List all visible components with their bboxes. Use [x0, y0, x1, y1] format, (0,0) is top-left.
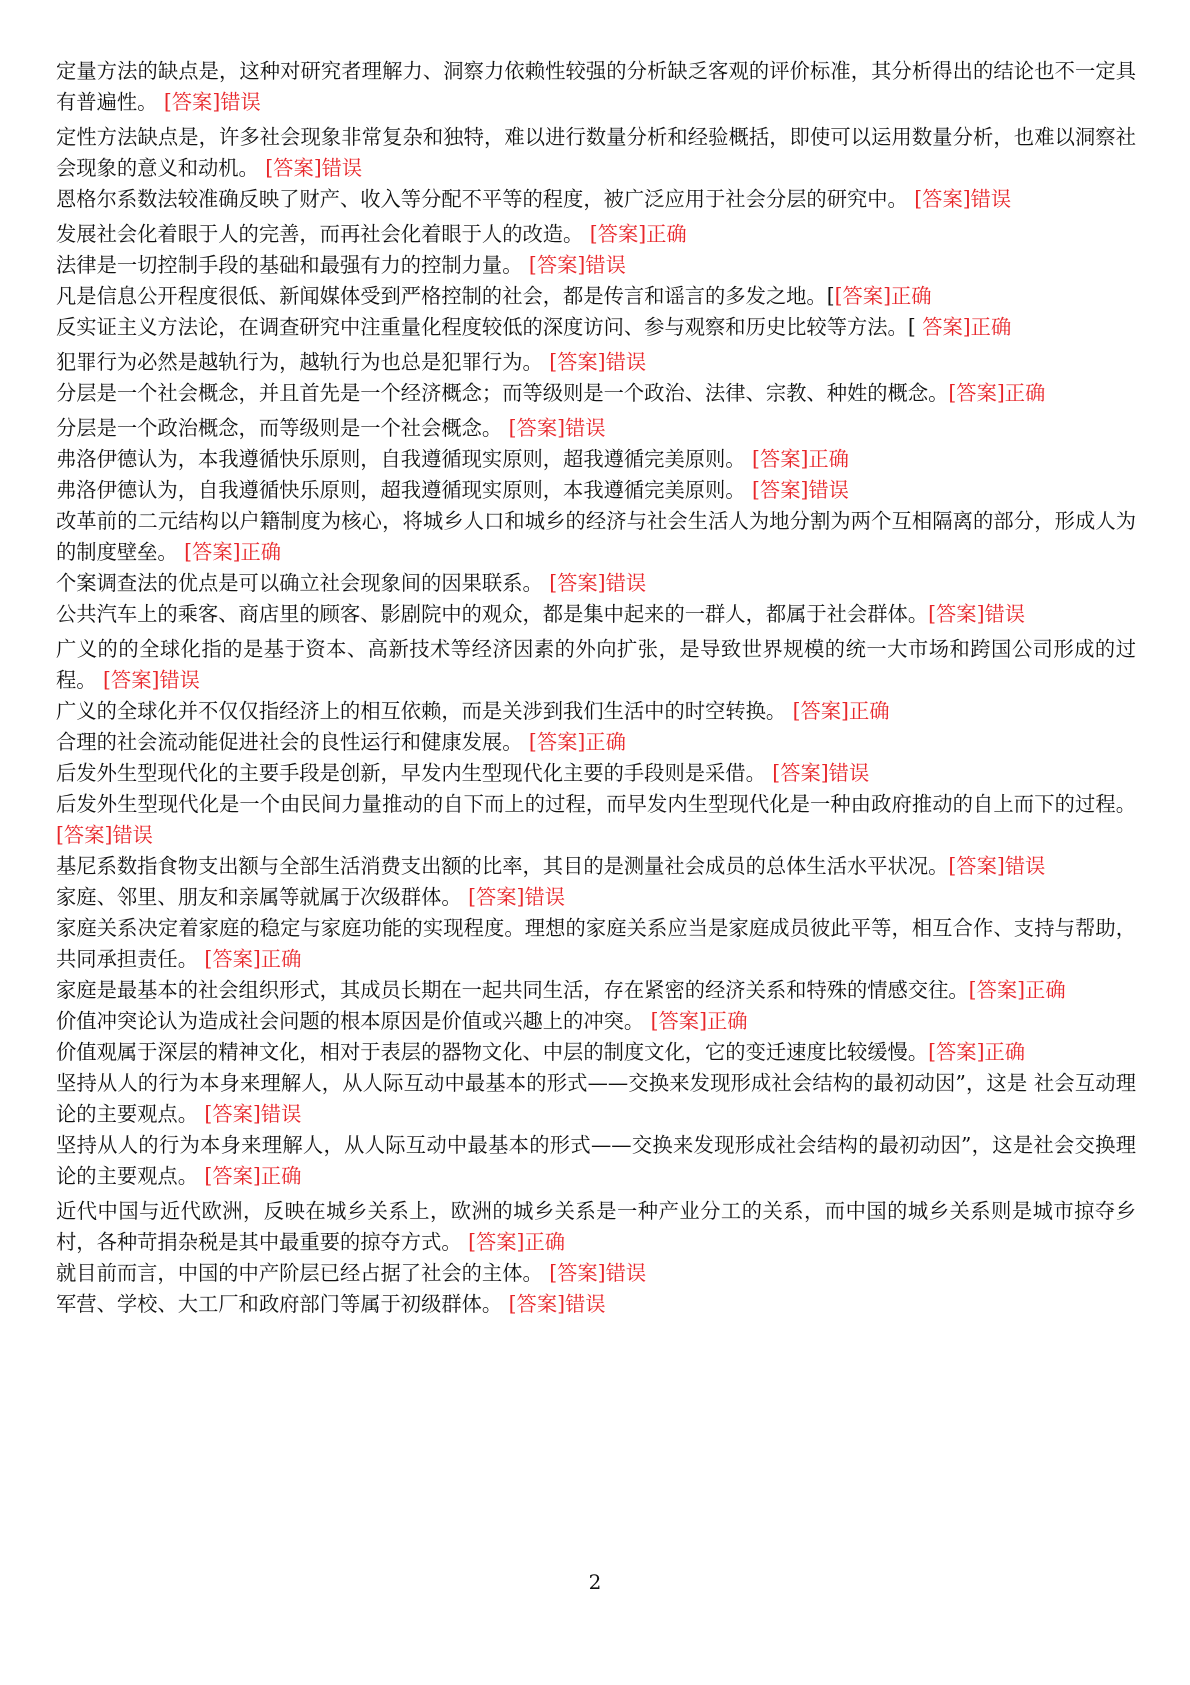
answer-text: [答案]正确 [752, 447, 849, 471]
list-item [56, 913, 1136, 975]
question-text: 就目前而言，中国的中产阶层已经占据了社会的主体。 [56, 1261, 550, 1285]
question-text: 定性方法缺点是，许多社会现象非常复杂和独特，难以进行数量分析和经验概括，即使可以运用数量分析，也难以洞察社会现象的意义和动机。 [56, 125, 1136, 180]
question-text: 基尼系数指食物支出额与全部生活消费支出额的比率，其目的是测量社会成员的总体生活水平状况。 [56, 854, 949, 878]
list-item [56, 634, 1136, 696]
question-text: 家庭是最基本的社会组织形式，其成员长期在一起共同生活，存在紧密的经济关系和特殊的情感交往。 [56, 978, 969, 1002]
list-item [56, 1196, 1136, 1258]
question-text: 凡是信息公开程度很低、新闻媒体受到严格控制的社会，都是传言和谣言的多发之地。[ [56, 284, 835, 308]
answer-text: [答案]错误 [56, 823, 153, 847]
answer-text: [答案]正确 [650, 1009, 748, 1033]
question-text: 定量方法的缺点是，这种对研究者理解力、洞察力依赖性较强的分析缺乏客观的评价标准，其分析得出的结论也不一定具有普遍性。 [56, 59, 1136, 114]
question-text: 公共汽车上的乘客、商店里的顾客、影剧院中的观众，都是集中起来的一群人，都属于社会群体。 [56, 602, 929, 626]
list-item [56, 1258, 1136, 1289]
list-item [56, 1068, 1136, 1130]
question-text: 分层是一个社会概念，并且首先是一个经济概念；而等级则是一个政治、法律、宗教、种姓的概念。 [56, 381, 949, 405]
list-item [56, 475, 1136, 506]
answer-text: [答案]错误 [508, 1292, 606, 1316]
answer-text: [答案]错误 [163, 90, 261, 114]
list-item [56, 599, 1136, 630]
list-item [56, 696, 1136, 727]
question-text: 合理的社会流动能促进社会的良性运行和健康发展。 [56, 730, 529, 754]
answer-text: [答案]正确 [792, 699, 890, 723]
list-item [56, 219, 1136, 250]
answer-text: [答案]错误 [103, 668, 200, 692]
question-text: 反实证主义方法论，在调查研究中注重量化程度较低的深度访问、参与观察和历史比较等方法。[ [56, 315, 923, 339]
list-item [56, 413, 1136, 444]
list-item [56, 312, 1136, 343]
list-item [56, 378, 1136, 409]
answer-text: [答案]正确 [589, 222, 687, 246]
question-text: 坚持从人的行为本身来理解人，从人际互动中最基本的形式——交换来发现形成社会结构的最初动因”，这是社会交换理论的主要观点。 [56, 1133, 1136, 1188]
answer-text: [答案]正确 [528, 730, 626, 754]
list-item [56, 1006, 1136, 1037]
answer-text: [答案]错误 [752, 478, 849, 502]
question-text: 广义的全球化并不仅仅指经济上的相互依赖，而是关涉到我们生活中的时空转换。 [56, 699, 793, 723]
question-text: 恩格尔系数法较准确反映了财产、收入等分配不平等的程度，被广泛应用于社会分层的研究中。 [56, 187, 915, 211]
question-text: 发展社会化着眼于人的完善，而再社会化着眼于人的改造。 [56, 222, 590, 246]
list-item [56, 1037, 1136, 1068]
question-text: 家庭关系决定着家庭的稳定与家庭功能的实现程度。理想的家庭关系应当是家庭成员彼此平等，相互合作、支持与帮助，共同承担责任。 [56, 916, 1136, 971]
list-item [56, 444, 1136, 475]
answer-text: [答案]错误 [928, 602, 1026, 626]
list-item [56, 56, 1136, 118]
list-item [56, 506, 1136, 568]
list-item [56, 882, 1136, 913]
list-item [56, 1289, 1136, 1320]
answer-text: [答案]错误 [468, 885, 566, 909]
answer-text: [答案]错误 [204, 1102, 302, 1126]
question-text: 价值冲突论认为造成社会问题的根本原因是价值或兴趣上的冲突。 [56, 1009, 651, 1033]
answer-text: [答案]错误 [772, 761, 870, 785]
list-item [56, 250, 1136, 281]
question-text: 近代中国与近代欧洲，反映在城乡关系上，欧洲的城乡关系是一种产业分工的关系，而中国的城乡关系则是城市掠夺乡村，各种苛捐杂税是其中最重要的掠夺方式。 [56, 1199, 1136, 1254]
list-item [56, 789, 1136, 851]
answer-text: 答案]正确 [922, 315, 1012, 339]
question-text: 犯罪行为必然是越轨行为，越轨行为也总是犯罪行为。 [56, 350, 550, 374]
list-item [56, 727, 1136, 758]
question-text: 后发外生型现代化是一个由民间力量推动的自下而上的过程，而早发内生型现代化是一种由政府推动的自上而下的过程。 [56, 792, 1136, 816]
answer-text: [答案]正确 [968, 978, 1066, 1002]
question-text: 分层是一个政治概念，而等级则是一个社会概念。 [56, 416, 509, 440]
question-text: 弗洛伊德认为，自我遵循快乐原则，超我遵循现实原则，本我遵循完美原则。 [56, 478, 753, 502]
list-item [56, 281, 1136, 312]
page-number: 2 [588, 1570, 602, 1594]
list-item [56, 758, 1136, 789]
question-text: 军营、学校、大工厂和政府部门等属于初级群体。 [56, 1292, 509, 1316]
answer-text: [答案]正确 [468, 1230, 566, 1254]
list-item [56, 122, 1136, 184]
question-text: 弗洛伊德认为，本我遵循快乐原则，自我遵循现实原则，超我遵循完美原则。 [56, 447, 753, 471]
answer-text: [答案]正确 [928, 1040, 1026, 1064]
question-text: 价值观属于深层的精神文化，相对于表层的器物文化、中层的制度文化，它的变迁速度比较缓慢。 [56, 1040, 929, 1064]
list-item [56, 347, 1136, 378]
question-text: 法律是一切控制手段的基础和最强有力的控制力量。 [56, 253, 529, 277]
list-item [56, 851, 1136, 882]
answer-text: [答案]错误 [549, 350, 647, 374]
question-list [56, 56, 1136, 1320]
answer-text: [答案]正确 [184, 540, 282, 564]
list-item [56, 1130, 1136, 1192]
question-text: 家庭、邻里、朋友和亲属等就属于次级群体。 [56, 885, 469, 909]
answer-text: [答案]错误 [948, 854, 1046, 878]
answer-text: [答案]正确 [948, 381, 1046, 405]
answer-text: [答案]错误 [265, 156, 363, 180]
question-text: 后发外生型现代化的主要手段是创新，早发内生型现代化主要的手段则是采借。 [56, 761, 773, 785]
answer-text: [答案]错误 [508, 416, 606, 440]
answer-text: [答案]正确 [834, 284, 932, 308]
question-text: 个案调查法的优点是可以确立社会现象间的因果联系。 [56, 571, 550, 595]
list-item [56, 184, 1136, 215]
answer-text: [答案]错误 [549, 571, 647, 595]
question-text: 广义的的全球化指的是基于资本、高新技术等经济因素的外向扩张，是导致世界规模的统一大市场和跨国公司形成的过程。 [56, 637, 1136, 692]
question-text: 坚持从人的行为本身来理解人，从人际互动中最基本的形式——交换来发现形成社会结构的最初动因”，这是 社会互动理论的主要观点。 [56, 1071, 1136, 1126]
answer-text: [答案]错误 [528, 253, 626, 277]
list-item [56, 975, 1136, 1006]
list-item [56, 568, 1136, 599]
answer-text: [答案]正确 [204, 947, 302, 971]
answer-text: [答案]错误 [549, 1261, 647, 1285]
answer-text: [答案]正确 [204, 1164, 302, 1188]
question-text: 改革前的二元结构以户籍制度为核心，将城乡人口和城乡的经济与社会生活人为地分割为两个互相隔离的部分，形成人为的制度壁垒。 [56, 509, 1136, 564]
answer-text: [答案]错误 [914, 187, 1012, 211]
